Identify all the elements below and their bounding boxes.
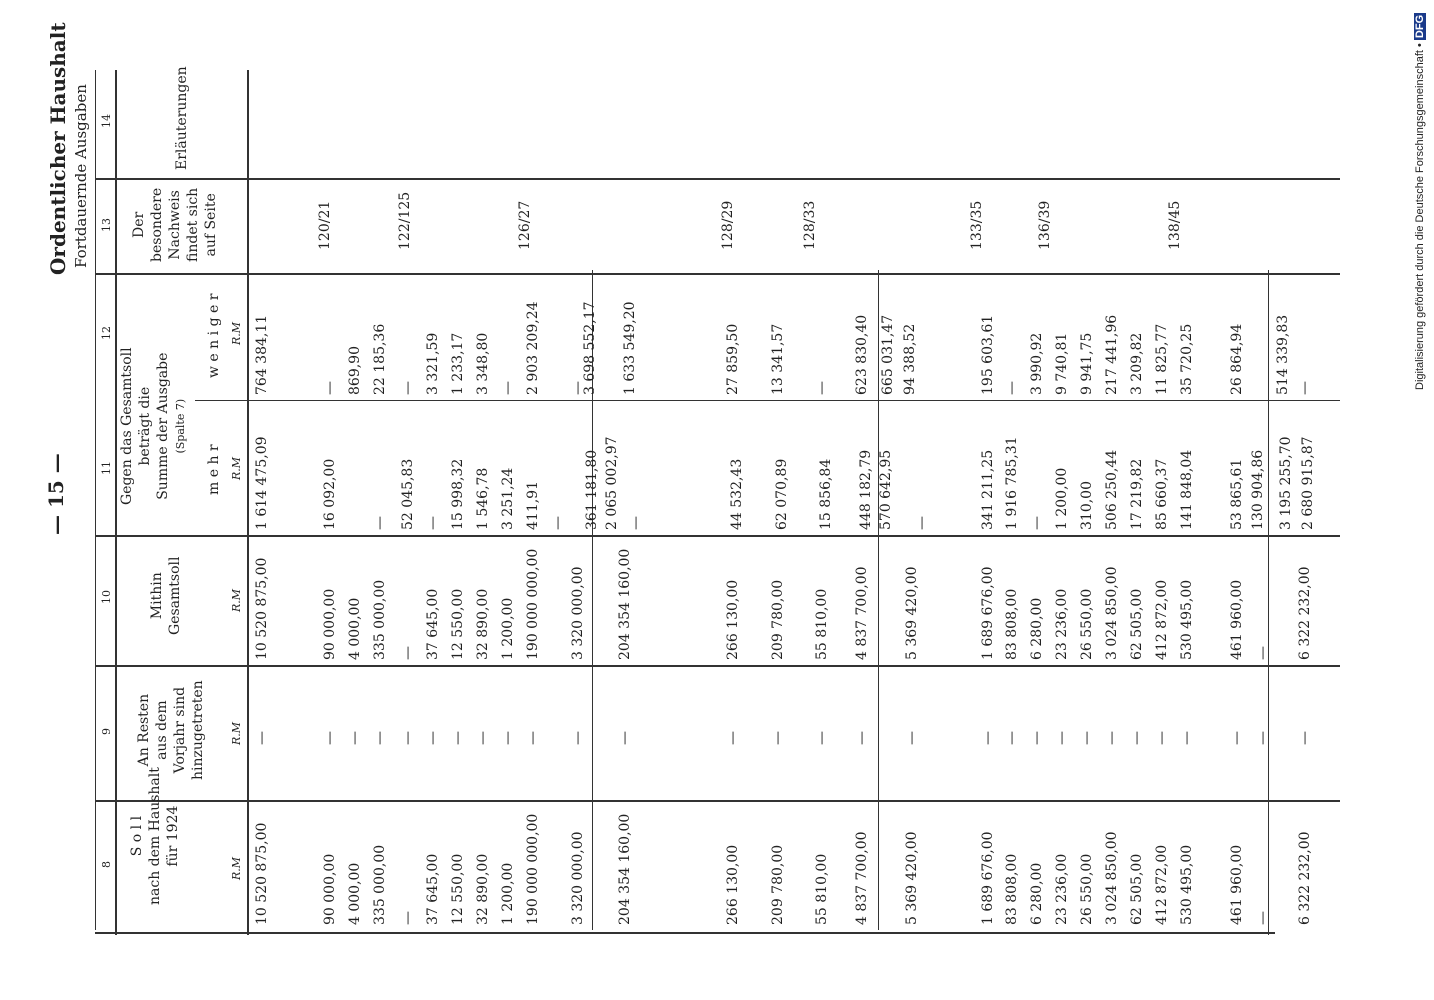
- col8-unit: R.M: [230, 856, 243, 880]
- col13-h4: findet sich: [185, 187, 201, 262]
- col13-h3: Nachweis: [167, 190, 183, 260]
- c8-cell: 3 024 850,00: [1104, 831, 1120, 925]
- c11-cell: 1 916 785,31: [1004, 436, 1020, 530]
- c9-cell: —: [372, 731, 388, 745]
- c8-cell: 5 369 420,00: [904, 831, 920, 925]
- table-header-rule: [115, 70, 117, 935]
- page-number: — 15 —: [44, 453, 68, 535]
- col9-header: [135, 680, 207, 780]
- c13-cell: 126/27: [517, 200, 533, 250]
- col9-h4: hinzugetreten: [190, 680, 206, 780]
- col-sep-12-13: [95, 273, 1340, 275]
- c13-cell: 128/29: [720, 200, 736, 250]
- c8-cell: 1 200,00: [500, 862, 516, 925]
- c11-cell: 16 092,00: [322, 458, 338, 530]
- c11-cell: 506 250,44: [1104, 449, 1120, 530]
- c10-cell: 6 280,00: [1029, 597, 1045, 660]
- c12-cell: 1 633 549,20: [622, 301, 638, 395]
- c10-cell: 5 369 420,00: [904, 566, 920, 660]
- c10-cell: 12 550,00: [450, 588, 466, 660]
- c11-cell: 53 865,61: [1229, 458, 1245, 530]
- c13-cell: 136/39: [1037, 200, 1053, 250]
- c12-cell: 94 388,52: [902, 323, 918, 395]
- c10-cell: 3 024 850,00: [1104, 566, 1120, 660]
- col-sep-8-9: [95, 800, 1340, 802]
- c8-cell: 26 550,00: [1079, 853, 1095, 925]
- c11-cell: 15 998,32: [450, 458, 466, 530]
- c9-cell: —: [525, 731, 541, 745]
- c8-cell: 412 872,00: [1154, 844, 1170, 925]
- col11-unit: R.M: [230, 456, 243, 480]
- c9-cell: —: [400, 731, 416, 745]
- col-num-11: 11: [100, 461, 113, 475]
- c12-cell: —: [570, 381, 586, 395]
- c11-cell: 3 251,24: [500, 467, 516, 530]
- c13-cell: 122/125: [397, 191, 413, 250]
- c9-cell: —: [725, 731, 741, 745]
- c8-cell: 461 960,00: [1229, 844, 1245, 925]
- c10-cell: 32 890,00: [475, 588, 491, 660]
- c8-cell: 335 000,00: [372, 844, 388, 925]
- c11-cell: —: [550, 516, 566, 530]
- c9-cell: —: [500, 731, 516, 745]
- c8-cell: 4 000,00: [347, 862, 363, 925]
- c11-cell: 44 532,43: [729, 458, 745, 530]
- c11-cell: 570 642,95: [878, 449, 894, 530]
- page-subtitle: Fortdauernde Ausgaben: [72, 84, 90, 268]
- group-h4: (Spalte 7): [174, 398, 187, 454]
- c10-cell: 90 000,00: [322, 588, 338, 660]
- c11-cell: 52 045,83: [400, 458, 416, 530]
- c12-cell: 3 698 552,17: [582, 301, 598, 395]
- c10-cell: 62 505,00: [1129, 588, 1145, 660]
- group-h3: Summe der Ausgabe: [155, 352, 171, 500]
- c12-cell: 3 348,80: [475, 332, 491, 395]
- c12-cell: 3 209,82: [1129, 332, 1145, 395]
- c10-cell: 10 520 875,00: [254, 557, 270, 660]
- col-sep-13-14: [95, 178, 1340, 180]
- c9-cell: —: [770, 731, 786, 745]
- c9-cell: —: [347, 731, 363, 745]
- c8-cell: 530 495,00: [1179, 844, 1195, 925]
- c10-cell: 4 837 700,00: [854, 566, 870, 660]
- c9-cell: —: [425, 731, 441, 745]
- col10-unit: R.M: [230, 588, 243, 612]
- c13-cell: 133/35: [969, 200, 985, 250]
- c9-cell: —: [854, 731, 870, 745]
- c9-cell: —: [1129, 731, 1145, 745]
- c9-cell: —: [617, 731, 633, 745]
- c10-cell: 6 322 232,00: [1297, 566, 1313, 660]
- c8-cell: 4 837 700,00: [854, 831, 870, 925]
- c11-cell: 411,91: [525, 481, 541, 530]
- col8-h2: nach dem Haushalt: [147, 767, 163, 905]
- c9-cell: —: [1104, 731, 1120, 745]
- c12-cell: 195 603,61: [980, 314, 996, 395]
- digitization-text: Digitalisierung gefördert durch die Deutsche Forschungsgemeinschaft •: [1414, 43, 1426, 390]
- c8-cell: 10 520 875,00: [254, 822, 270, 925]
- c11-cell: —: [628, 516, 644, 530]
- c10-cell: 37 645,00: [425, 588, 441, 660]
- c12-cell: 27 859,50: [725, 323, 741, 395]
- c11-cell: 1 614 475,09: [254, 436, 270, 530]
- c10-cell: 204 354 160,00: [617, 548, 633, 660]
- c11-cell: 2 680 915,87: [1300, 436, 1316, 530]
- c11-cell: 361 181,80: [584, 449, 600, 530]
- c11-cell: —: [914, 516, 930, 530]
- c10-cell: 23 236,00: [1054, 588, 1070, 660]
- c11-cell: 341 211,25: [980, 449, 996, 530]
- c10-cell: 26 550,00: [1079, 588, 1095, 660]
- c11-cell: 2 065 002,97: [604, 436, 620, 530]
- c11-cell: 62 070,89: [774, 458, 790, 530]
- c12-cell: 1 233,17: [450, 332, 466, 395]
- c12-cell: 22 185,36: [372, 323, 388, 395]
- c8-cell: —: [400, 911, 416, 925]
- c8-cell: 209 780,00: [770, 844, 786, 925]
- c9-cell: —: [980, 731, 996, 745]
- c8-cell: 6 280,00: [1029, 862, 1045, 925]
- c12-cell: 3 321,59: [425, 332, 441, 395]
- c10-cell: 461 960,00: [1229, 579, 1245, 660]
- c9-cell: —: [904, 731, 920, 745]
- c12-cell: 35 720,25: [1179, 323, 1195, 395]
- c9-cell: —: [1079, 731, 1095, 745]
- c11-cell: 3 195 255,70: [1278, 436, 1294, 530]
- c11-cell: 310,00: [1079, 481, 1095, 530]
- c8-cell: 204 354 160,00: [617, 813, 633, 925]
- c12-cell: —: [400, 381, 416, 395]
- col10-header: [148, 557, 184, 635]
- c9-cell: —: [475, 731, 491, 745]
- c9-cell: —: [322, 731, 338, 745]
- col-num-12: 12: [100, 326, 113, 340]
- c12-cell: 2 903 209,24: [525, 301, 541, 395]
- col9-h1: An Resten: [136, 693, 152, 767]
- c10-cell: 209 780,00: [770, 579, 786, 660]
- c12-cell: 9 740,81: [1054, 332, 1070, 395]
- c9-cell: —: [254, 731, 270, 745]
- c8-cell: 6 322 232,00: [1297, 831, 1313, 925]
- c11-cell: 130 904,86: [1250, 449, 1266, 530]
- col9-unit: R.M: [230, 721, 243, 745]
- c9-cell: —: [814, 731, 830, 745]
- col-sep-11-12: [195, 400, 1340, 401]
- c10-cell: 3 320 000,00: [570, 566, 586, 660]
- c12-cell: —: [322, 381, 338, 395]
- c8-cell: 83 808,00: [1004, 853, 1020, 925]
- c13-cell: 128/33: [802, 200, 818, 250]
- col10-h1: Mithin: [149, 572, 165, 620]
- c10-cell: 266 130,00: [725, 579, 741, 660]
- c12-cell: 11 825,77: [1154, 323, 1170, 395]
- c10-cell: 1 689 676,00: [980, 566, 996, 660]
- c11-cell: —: [372, 516, 388, 530]
- c11-cell: 85 660,37: [1154, 458, 1170, 530]
- c10-cell: 4 000,00: [347, 597, 363, 660]
- c9-cell: —: [1179, 731, 1195, 745]
- c8-cell: 3 320 000,00: [570, 831, 586, 925]
- col-num-13: 13: [100, 218, 113, 232]
- c10-cell: 335 000,00: [372, 579, 388, 660]
- col10-h2: Gesamtsoll: [167, 556, 183, 635]
- c10-cell: 55 810,00: [814, 588, 830, 660]
- c9-cell: —: [570, 731, 586, 745]
- col13-h2: besondere: [149, 187, 165, 262]
- col13-h5: auf Seite: [203, 193, 219, 257]
- col-num-10: 10: [100, 590, 113, 604]
- section-rule-2: [878, 270, 879, 930]
- col8-h3: für 1924: [165, 805, 181, 867]
- c9-cell: —: [1054, 731, 1070, 745]
- c9-cell: —: [1297, 731, 1313, 745]
- col13-h1: Der: [131, 211, 147, 238]
- table-subheader-rule: [247, 70, 249, 935]
- c12-cell: 764 384,11: [254, 314, 270, 395]
- c8-cell: 1 689 676,00: [980, 831, 996, 925]
- c8-cell: 37 645,00: [425, 853, 441, 925]
- digitization-note: [1414, 13, 1426, 390]
- c12-cell: 217 441,96: [1104, 314, 1120, 395]
- section-rule-3: [1268, 270, 1269, 935]
- c10-cell: —: [1255, 646, 1271, 660]
- col-sep-9-10: [95, 665, 1340, 667]
- col-sep-10-11: [95, 535, 1340, 537]
- c9-cell: —: [1154, 731, 1170, 745]
- c12-cell: 665 031,47: [880, 314, 896, 395]
- group-h2: beträgt die: [137, 386, 153, 466]
- page-title: Ordentlicher Haushalt: [46, 22, 70, 275]
- c8-cell: 12 550,00: [450, 853, 466, 925]
- col11-header: m e h r: [206, 444, 222, 495]
- c10-cell: —: [400, 646, 416, 660]
- c12-cell: 13 341,57: [770, 323, 786, 395]
- c12-cell: 623 830,40: [854, 314, 870, 395]
- c9-cell: —: [1004, 731, 1020, 745]
- col-num-9: 9: [100, 728, 113, 735]
- col13-header: [130, 188, 220, 262]
- c8-cell: 62 505,00: [1129, 853, 1145, 925]
- c8-cell: 23 236,00: [1054, 853, 1070, 925]
- group-h1: Gegen das Gesamtsoll: [119, 347, 135, 505]
- c11-cell: 141 848,04: [1179, 449, 1195, 530]
- c12-cell: 9 941,75: [1079, 332, 1095, 395]
- c11-cell: 1 546,78: [475, 467, 491, 530]
- c9-cell: —: [450, 731, 466, 745]
- c10-cell: 1 200,00: [500, 597, 516, 660]
- c10-cell: 412 872,00: [1154, 579, 1170, 660]
- col12-header: w e n i g e r: [206, 293, 222, 378]
- col9-h2: aus dem: [154, 700, 170, 760]
- col8-h1: S o l l: [129, 815, 145, 857]
- c11-cell: 15 856,84: [818, 458, 834, 530]
- col-num-14: 14: [100, 114, 113, 128]
- col12-unit: R.M: [230, 321, 243, 345]
- c11-cell: —: [425, 516, 441, 530]
- c9-cell: —: [1255, 731, 1271, 745]
- c12-cell: —: [1004, 381, 1020, 395]
- c8-cell: 90 000,00: [322, 853, 338, 925]
- c8-cell: —: [1255, 911, 1271, 925]
- c12-cell: —: [1297, 381, 1313, 395]
- c8-cell: 55 810,00: [814, 853, 830, 925]
- dfg-logo: DFG: [1414, 14, 1426, 39]
- c10-cell: 530 495,00: [1179, 579, 1195, 660]
- c11-cell: 17 219,82: [1129, 458, 1145, 530]
- c12-cell: 3 990,92: [1029, 332, 1045, 395]
- table-bottom-rule: [95, 932, 1275, 934]
- col9-h3: Vorjahr sind: [172, 686, 188, 774]
- c13-cell: 120/21: [317, 200, 333, 250]
- c9-cell: —: [1229, 731, 1245, 745]
- col11-12-group-header: [118, 347, 190, 505]
- c11-cell: 1 200,00: [1054, 467, 1070, 530]
- col-num-8: 8: [100, 861, 113, 868]
- c12-cell: 869,90: [347, 346, 363, 395]
- c12-cell: 514 339,83: [1275, 314, 1291, 395]
- c12-cell: —: [814, 381, 830, 395]
- c10-cell: 83 808,00: [1004, 588, 1020, 660]
- c8-cell: 190 000 000,00: [525, 813, 541, 925]
- c13-cell: 138/45: [1167, 200, 1183, 250]
- col14-header: Erläuterungen: [174, 66, 190, 170]
- c9-cell: —: [1029, 731, 1045, 745]
- c8-cell: 32 890,00: [475, 853, 491, 925]
- c12-cell: —: [500, 381, 516, 395]
- c11-cell: —: [1029, 516, 1045, 530]
- c8-cell: 266 130,00: [725, 844, 741, 925]
- col8-header: [128, 767, 182, 905]
- c12-cell: 26 864,94: [1229, 323, 1245, 395]
- c11-cell: 448 182,79: [858, 449, 874, 530]
- c10-cell: 190 000 000,00: [525, 548, 541, 660]
